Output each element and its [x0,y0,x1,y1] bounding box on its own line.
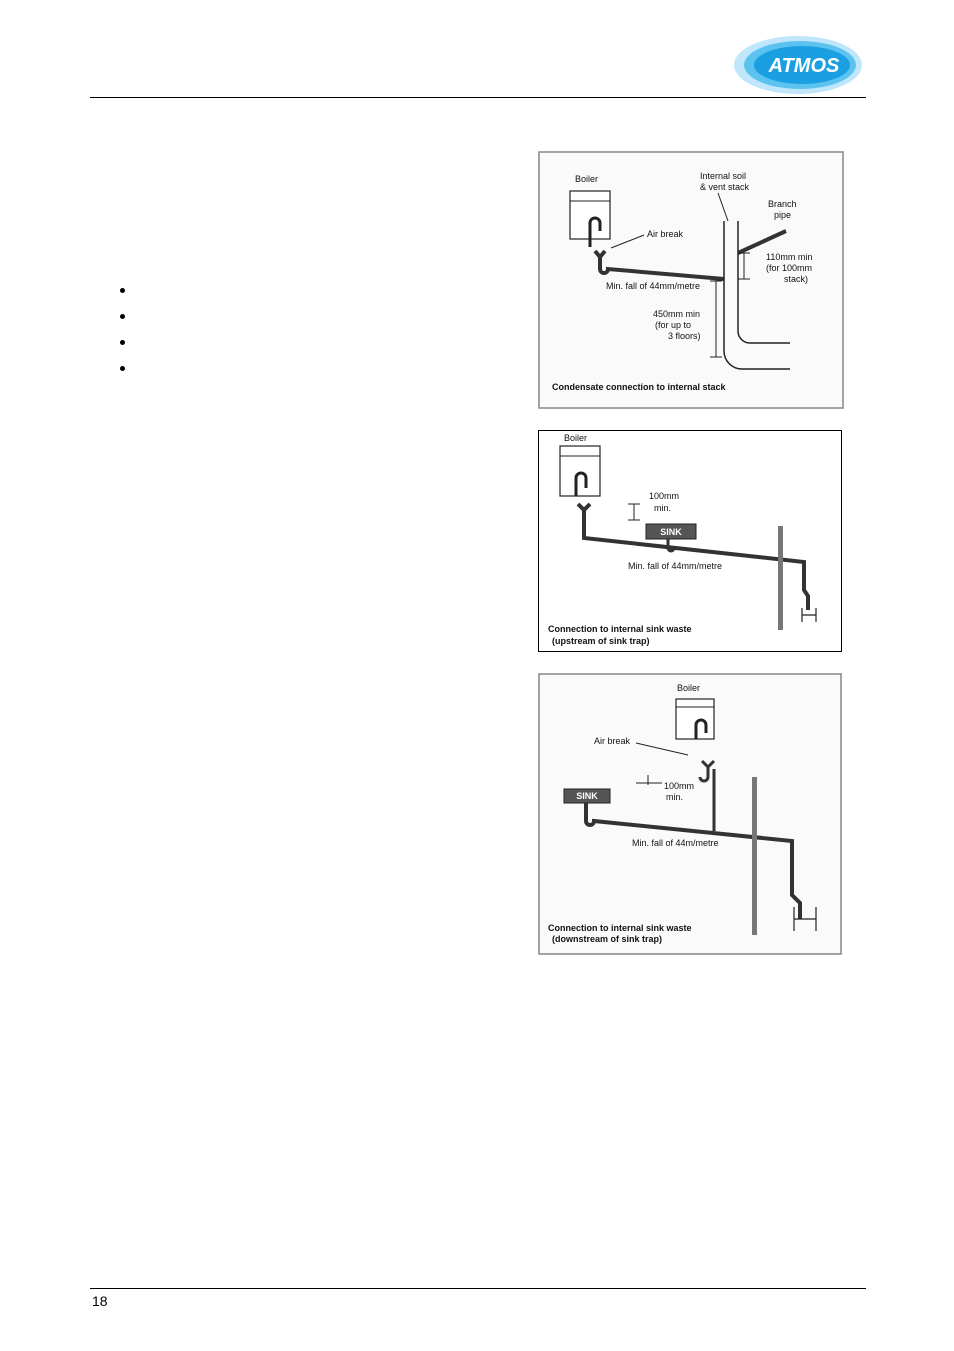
svg-text:(downstream of sink trap): (downstream of sink trap) [552,934,663,944]
svg-text:Boiler: Boiler [564,433,588,443]
svg-text:stack): stack) [784,274,809,284]
svg-text:Min. fall of 44m/metre: Min. fall of 44m/metre [632,838,719,848]
svg-text:min.: min. [654,503,672,513]
svg-text:Condensate connection to inter: Condensate connection to internal stack [552,382,726,392]
page-number: 18 [92,1293,108,1309]
svg-text:Branch: Branch [768,199,797,209]
boiler-box [560,446,600,496]
svg-text:100mm: 100mm [664,781,695,791]
header-rule [90,97,866,98]
svg-text:(for up to: (for up to [655,320,692,330]
svg-text:110mm min: 110mm min [766,252,813,262]
svg-text:100mm: 100mm [649,491,680,501]
svg-text:Air break: Air break [647,229,684,239]
footer-rule [90,1288,866,1289]
svg-text:SINK: SINK [660,527,682,537]
svg-text:pipe: pipe [774,210,792,220]
svg-text:ATMOS: ATMOS [768,55,840,77]
svg-text:Boiler: Boiler [677,683,701,693]
svg-text:Connection to internal sink wa: Connection to internal sink waste [548,624,692,634]
svg-text:Min. fall of 44mm/metre: Min. fall of 44mm/metre [606,281,701,291]
svg-text:Air break: Air break [594,736,631,746]
svg-text:(for 100mm: (for 100mm [766,263,813,273]
svg-text:min.: min. [666,792,684,802]
figure-sink-downstream [538,673,842,955]
figure-internal-stack [538,151,844,409]
svg-text:(upstream of sink trap): (upstream of sink trap) [552,636,650,646]
svg-text:& vent stack: & vent stack [700,182,750,192]
atmos-logo [732,34,864,96]
svg-text:450mm min: 450mm min [653,309,701,319]
svg-text:3 floors): 3 floors) [668,331,701,341]
svg-text:Min. fall of 44mm/metre: Min. fall of 44mm/metre [628,561,723,571]
svg-text:Boiler: Boiler [575,174,599,184]
figure-sink-upstream [538,430,842,652]
svg-text:Internal soil: Internal soil [700,171,747,181]
svg-text:Connection to internal sink wa: Connection to internal sink waste [548,923,692,933]
svg-text:SINK: SINK [576,791,598,801]
